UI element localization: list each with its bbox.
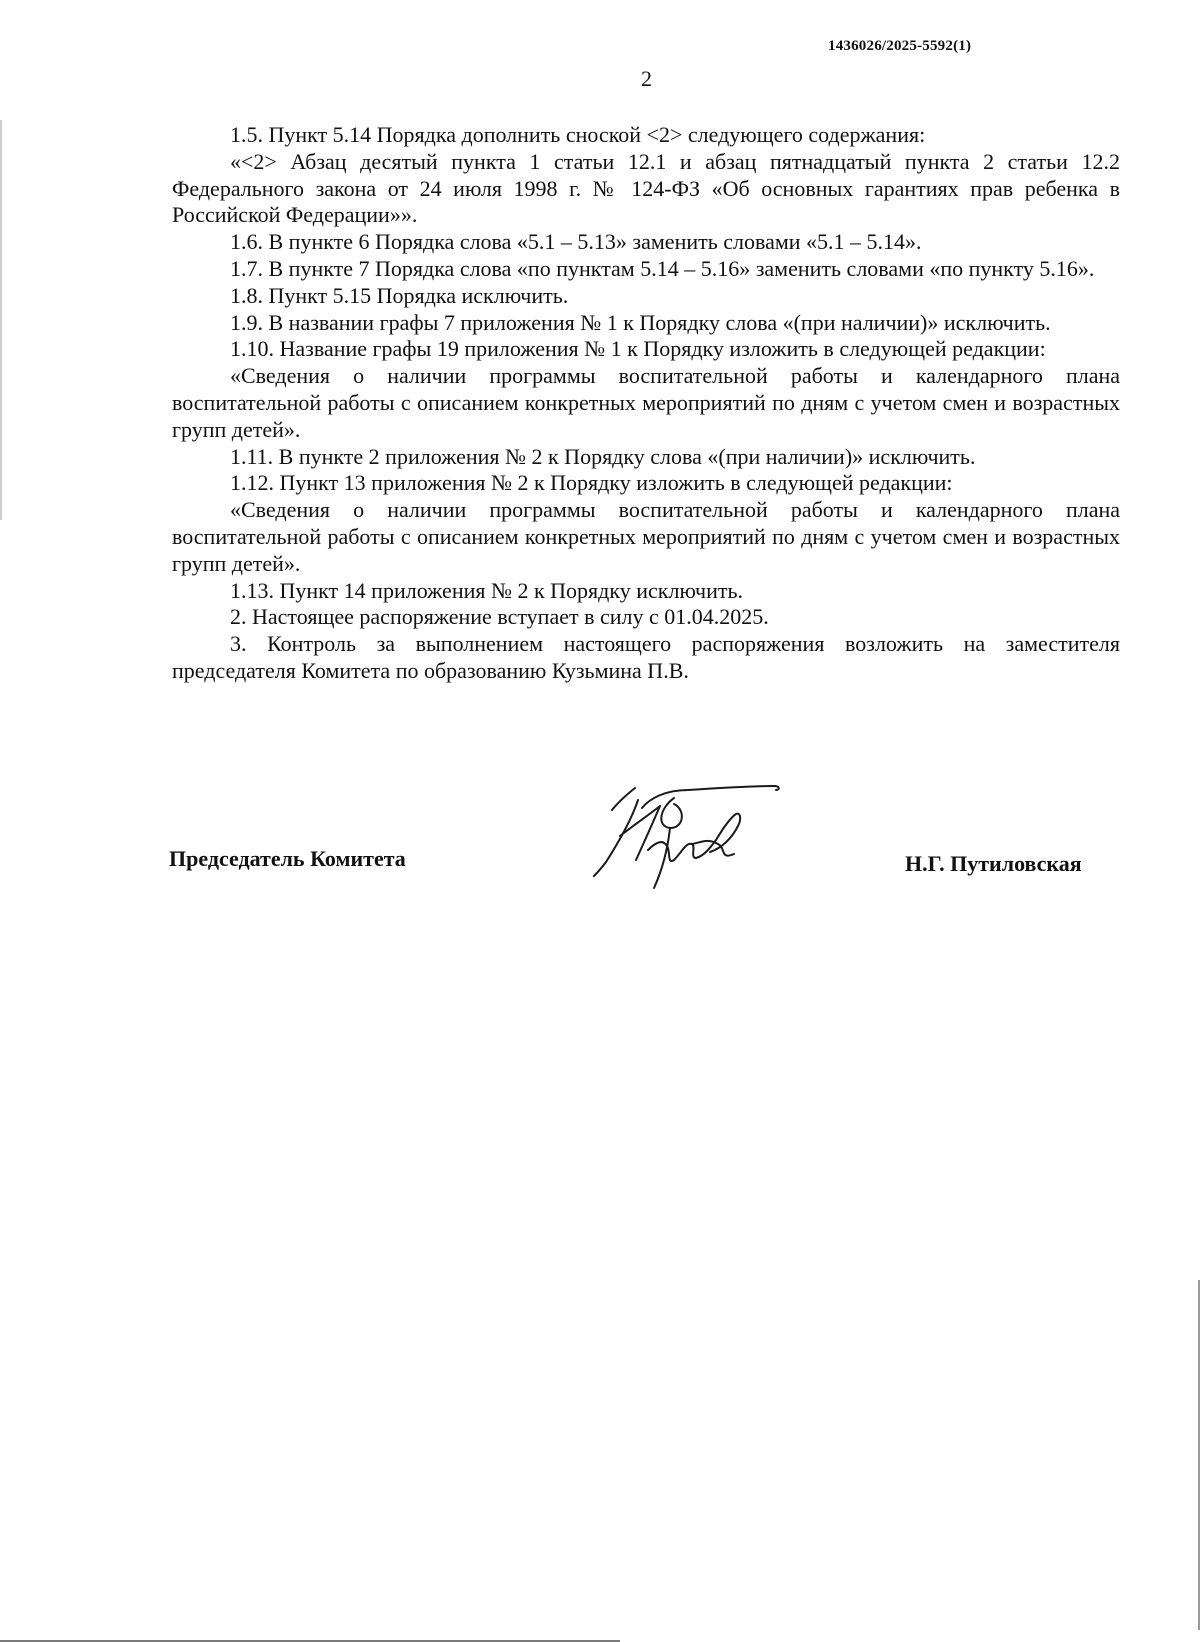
signer-position: Председатель Комитета [169, 846, 406, 871]
paragraph-3: 3. Контроль за выполнением настоящего распоряжения возложить на заместителя председателя Комитета по образованию Кузьмина П.В. [172, 631, 1120, 683]
document-body [172, 122, 1120, 685]
paragraph-1-8: 1.8. Пункт 5.15 Порядка исключить. [230, 282, 569, 308]
paragraph-1-10: 1.10. Название графы 19 приложения № 1 к Порядку изложить в следующей редакции: [230, 336, 1046, 362]
paragraph-1-9: 1.9. В названии графы 7 приложения № 1 к Порядку слова «(при наличии)» исключить. [230, 309, 1051, 335]
paragraph-quote-2: «Сведения о наличии программы воспитательной работы и календарного плана воспитательной работы с описанием конкретных мероприятий по дням с учетом смен и возрастных групп детей». [172, 497, 1120, 576]
signer-name: Н.Г. Путиловская [905, 851, 1082, 876]
paragraph-quote-1: «Сведения о наличии программы воспитательной работы и календарного плана воспитательной работы с описанием конкретных мероприятий по дням с учетом смен и возрастных групп детей». [172, 363, 1120, 442]
signature-block [0, 778, 1200, 918]
paragraph-2: 2. Настоящее распоряжение вступает в силу с 01.04.2025. [230, 604, 769, 630]
paragraph-footnote-2: «<2> Абзац десятый пункта 1 статьи 12.1 и абзац пятнадцатый пункта 2 статьи 12.2 Федерального закона от 24 июля 1998 г. № 124-ФЗ «Об основных гарантиях прав ребенка в Российской Федерации»». [172, 148, 1120, 228]
paragraph-1-6: 1.6. В пункте 6 Порядка слова «5.1 – 5.13» заменить словами «5.1 – 5.14». [230, 229, 922, 255]
paragraph-1-11: 1.11. В пункте 2 приложения № 2 к Порядку слова «(при наличии)» исключить. [230, 443, 976, 469]
paragraph-1-13: 1.13. Пункт 14 приложения № 2 к Порядку исключить. [230, 577, 744, 603]
page-number: 2 [641, 66, 652, 91]
paragraph-1-7: 1.7. В пункте 7 Порядка слова «по пунктам 5.14 – 5.16» заменить словами «по пункту 5.16». [230, 255, 1095, 281]
paragraph-1-12: 1.12. Пункт 13 приложения № 2 к Порядку изложить в следующей редакции: [230, 470, 953, 496]
paragraph-1-5: 1.5. Пункт 5.14 Порядка дополнить сноской <2> следующего содержания: [230, 122, 926, 147]
scan-edge-left [0, 120, 2, 520]
document-number: 1436026/2025-5592(1) [828, 38, 972, 54]
handwritten-signature [590, 778, 800, 908]
